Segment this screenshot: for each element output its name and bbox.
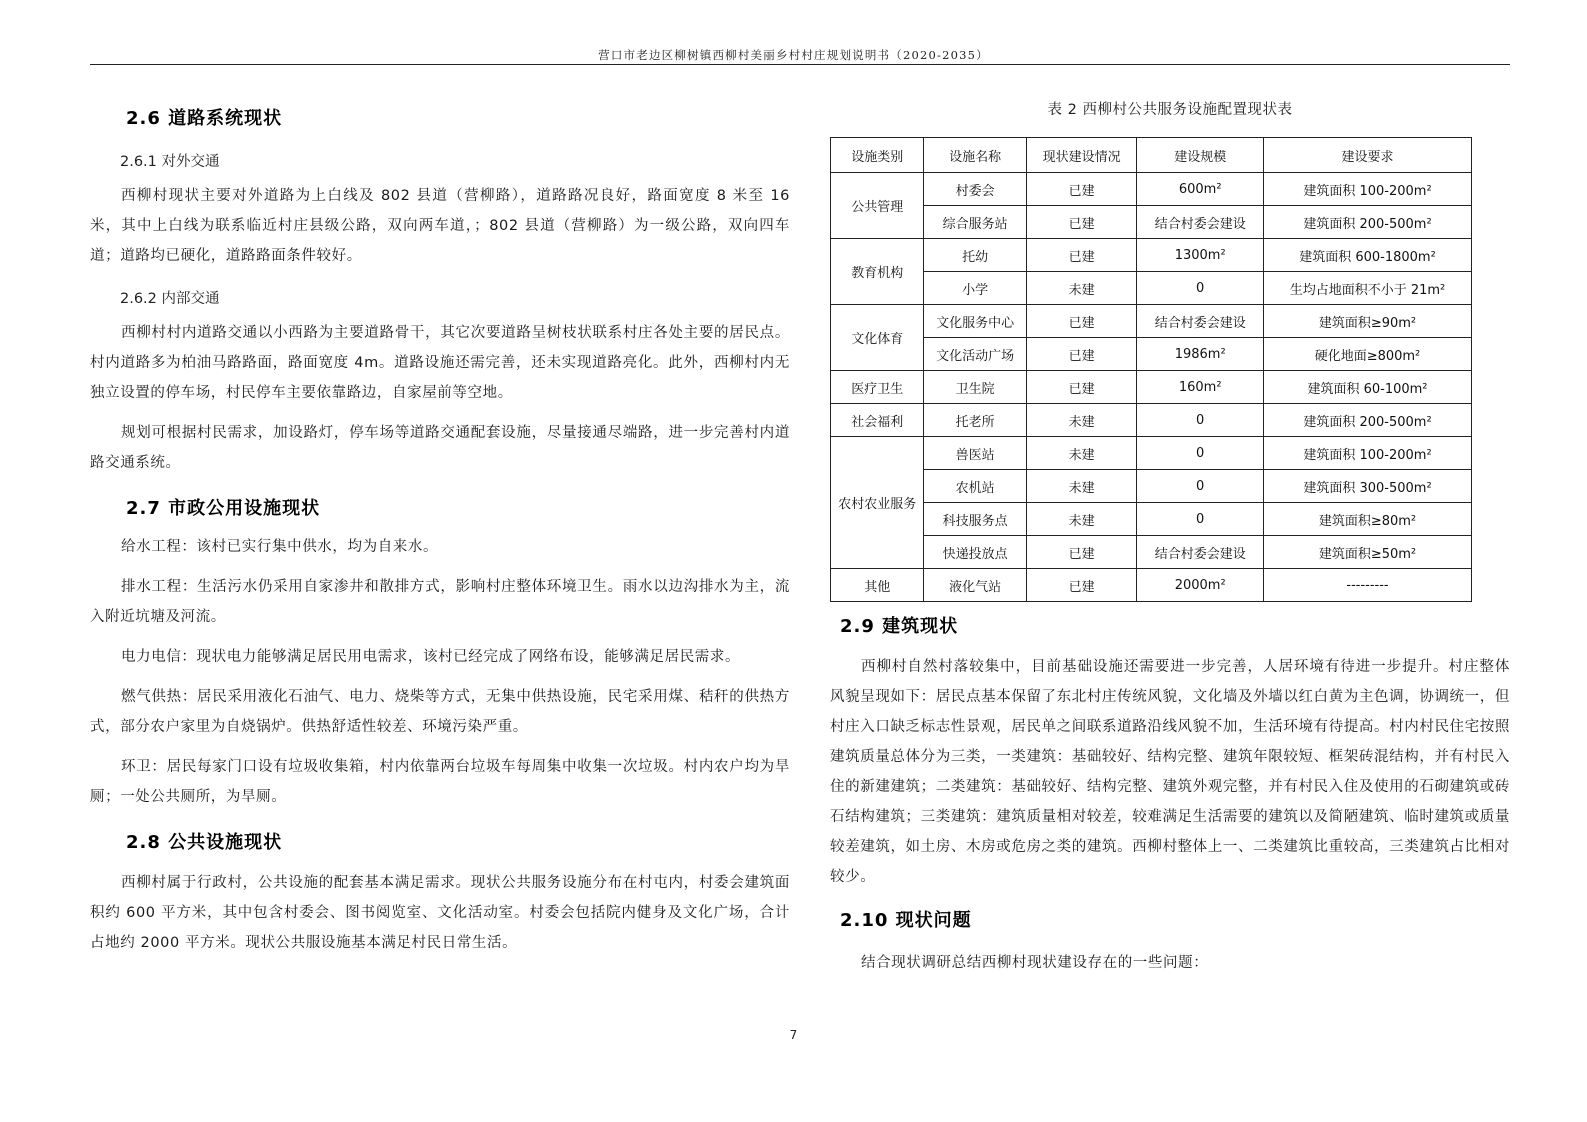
table-row (831, 206, 1472, 239)
table-row (831, 239, 1472, 272)
header-status: 现状建设情况 (1026, 138, 1137, 173)
header-scale: 建设规模 (1137, 138, 1264, 173)
right-column (830, 98, 1510, 978)
running-header: 营口市老边区柳树镇西柳村美丽乡村村庄规划说明书（2020-2035） (598, 48, 989, 62)
table-row (831, 305, 1472, 338)
cell-facility-name: 综合服务站 (924, 206, 1026, 239)
cell-facility-name: 液化气站 (924, 569, 1026, 602)
section-2-7-title: 2.7 市政公用设施现状 (126, 498, 321, 519)
cell-requirement: 硬化地面≥800m² (1263, 338, 1471, 371)
paragraph-drainage: 排水工程：生活污水仍采用自家渗井和散排方式，影响村庄整体环境卫生。雨水以边沟排水为主，流入附近坑塘及河流。 (90, 579, 790, 625)
table-row (831, 503, 1472, 536)
cell-status: 已建 (1026, 536, 1137, 569)
cell-facility-name: 文化服务中心 (924, 305, 1026, 338)
cell-category: 农村农业服务 (831, 437, 924, 569)
paragraph-road-plan: 规划可根据村民需求，加设路灯，停车场等道路交通配套设施，尽量接通尽端路，进一步完善村内道路交通系统。 (90, 425, 790, 471)
cell-requirement: 建筑面积 200-500m² (1263, 404, 1471, 437)
cell-status: 已建 (1026, 305, 1137, 338)
subsection-2-6-2-title: 2.6.2 内部交通 (120, 291, 220, 307)
cell-category: 社会福利 (831, 404, 924, 437)
paragraph-public-facilities: 西柳村属于行政村，公共设施的配套基本满足需求。现状公共服务设施分布在村屯内，村委会建筑面积约 600 平方米，其中包含村委会、图书阅览室、文化活动室。村委会包括院内健身及文化广场，合计占地约 2000 平方米。现状公共服设施基本满足村民日常生活。 (90, 875, 790, 951)
table-row (831, 536, 1472, 569)
cell-facility-name: 村委会 (924, 173, 1026, 206)
cell-requirement: 建筑面积 60-100m² (1263, 371, 1471, 404)
cell-requirement: 建筑面积 100-200m² (1263, 437, 1471, 470)
paragraph-building-status: 西柳村自然村落较集中，目前基础设施还需要进一步完善，人居环境有待进一步提升。村庄整体风貌呈现如下：居民点基本保留了东北村庄传统风貌，文化墙及外墙以红白黄为主色调，协调统一，但村庄入口缺乏标志性景观，居民单之间联系道路沿线风貌不加，生活环境有待提高。村内村民住宅按照建筑质量总体分为三类，一类建筑：基础较好、结构完整、建筑年限较短、框架砖混结构，并有村民入住的新建建筑；二类建筑：基础较好、结构完整、建筑外观完整，并有村民入住及使用的石砌建筑或砖石结构建筑；三类建筑：建筑质量相对较差，较难满足生活需要的建筑以及简陋建筑、临时建筑或质量较差建筑，如土房、木房或危房之类的建筑。西柳村整体上一、二类建筑比重较高，三类建筑占比相对较少。 (830, 659, 1510, 885)
cell-requirement: 生均占地面积不小于 21m² (1263, 272, 1471, 305)
cell-requirement: --------- (1263, 569, 1471, 602)
cell-requirement: 建筑面积 600-1800m² (1263, 239, 1471, 272)
cell-scale: 0 (1137, 404, 1264, 437)
cell-requirement: 建筑面积≥90m² (1263, 305, 1471, 338)
section-2-10-title: 2.10 现状问题 (840, 910, 972, 931)
cell-status: 未建 (1026, 272, 1137, 305)
cell-status: 已建 (1026, 206, 1137, 239)
header-category: 设施类别 (831, 138, 924, 173)
table-row (831, 470, 1472, 503)
paragraph-water-supply: 给水工程：该村已实行集中供水，均为自来水。 (121, 539, 439, 555)
paragraph-external-traffic: 西柳村现状主要对外道路为上白线及 802 县道（营柳路），道路路况良好，路面宽度 8 米至 16 米，其中上白线为联系临近村庄县级公路，双向两车道，；802 县道（营柳路）为一级公路，双向四车道；道路均已硬化，道路路面条件较好。 (90, 188, 790, 264)
cell-category: 公共管理 (831, 173, 924, 239)
cell-status: 已建 (1026, 569, 1137, 602)
subsection-2-6-1-title: 2.6.1 对外交通 (120, 154, 220, 170)
cell-scale: 结合村委会建设 (1137, 536, 1264, 569)
cell-facility-name: 兽医站 (924, 437, 1026, 470)
section-2-8-title: 2.8 公共设施现状 (126, 832, 283, 853)
cell-requirement: 建筑面积 300-500m² (1263, 470, 1471, 503)
facilities-table (830, 137, 1472, 602)
paragraph-power-telecom: 电力电信：现状电力能够满足居民用电需求，该村已经完成了网络布设，能够满足居民需求。 (121, 649, 741, 665)
cell-scale: 0 (1137, 503, 1264, 536)
cell-requirement: 建筑面积≥80m² (1263, 503, 1471, 536)
table-body (831, 173, 1472, 602)
cell-status: 已建 (1026, 371, 1137, 404)
table-row (831, 569, 1472, 602)
table-header-row (831, 138, 1472, 173)
cell-category: 其他 (831, 569, 924, 602)
page-number: 7 (789, 1028, 798, 1042)
cell-status: 未建 (1026, 404, 1137, 437)
cell-status: 未建 (1026, 437, 1137, 470)
cell-scale: 0 (1137, 272, 1264, 305)
cell-requirement: 建筑面积 200-500m² (1263, 206, 1471, 239)
table-row (831, 437, 1472, 470)
header-rule (90, 64, 1510, 65)
cell-facility-name: 托老所 (924, 404, 1026, 437)
cell-category: 医疗卫生 (831, 371, 924, 404)
cell-scale: 结合村委会建设 (1137, 206, 1264, 239)
cell-scale: 0 (1137, 470, 1264, 503)
cell-facility-name: 农机站 (924, 470, 1026, 503)
cell-status: 未建 (1026, 503, 1137, 536)
header-requirement: 建设要求 (1263, 138, 1471, 173)
table-row (831, 338, 1472, 371)
header-facility-name: 设施名称 (924, 138, 1026, 173)
section-2-6-title: 2.6 道路系统现状 (126, 108, 283, 129)
section-2-9-title: 2.9 建筑现状 (840, 616, 959, 637)
cell-requirement: 建筑面积 100-200m² (1263, 173, 1471, 206)
table-row (831, 404, 1472, 437)
cell-category: 文化体育 (831, 305, 924, 371)
cell-status: 未建 (1026, 470, 1137, 503)
paragraph-problems-intro: 结合现状调研总结西柳村现状建设存在的一些问题： (861, 955, 1209, 971)
cell-scale: 160m² (1137, 371, 1264, 404)
cell-scale: 结合村委会建设 (1137, 305, 1264, 338)
cell-scale: 2000m² (1137, 569, 1264, 602)
cell-facility-name: 卫生院 (924, 371, 1026, 404)
left-column (90, 90, 790, 958)
cell-facility-name: 科技服务点 (924, 503, 1026, 536)
table-row (831, 272, 1472, 305)
cell-scale: 600m² (1137, 173, 1264, 206)
cell-status: 已建 (1026, 338, 1137, 371)
cell-scale: 1300m² (1137, 239, 1264, 272)
cell-facility-name: 托幼 (924, 239, 1026, 272)
cell-facility-name: 小学 (924, 272, 1026, 305)
cell-facility-name: 文化活动广场 (924, 338, 1026, 371)
table-caption: 表 2 西柳村公共服务设施配置现状表 (1047, 102, 1293, 118)
table-row (831, 173, 1472, 206)
paragraph-internal-traffic: 西柳村村内道路交通以小西路为主要道路骨干，其它次要道路呈树枝状联系村庄各处主要的居民点。村内道路多为柏油马路路面，路面宽度 4m。道路设施还需完善，还未实现道路亮化。此外，西柳村内无独立设置的停车场，村民停车主要依靠路边，自家屋前等空地。 (90, 325, 790, 401)
cell-status: 已建 (1026, 239, 1137, 272)
table-row (831, 371, 1472, 404)
paragraph-gas-heating: 燃气供热：居民采用液化石油气、电力、烧柴等方式，无集中供热设施，民宅采用煤、秸秆的供热方式，部分农户家里为自烧锅炉。供热舒适性较差、环境污染严重。 (90, 689, 790, 735)
cell-status: 已建 (1026, 173, 1137, 206)
cell-scale: 0 (1137, 437, 1264, 470)
cell-category: 教育机构 (831, 239, 924, 305)
paragraph-sanitation: 环卫：居民每家门口设有垃圾收集箱，村内依靠两台垃圾车每周集中收集一次垃圾。村内农户均为旱厕；一处公共厕所，为旱厕。 (90, 759, 790, 805)
cell-requirement: 建筑面积≥50m² (1263, 536, 1471, 569)
cell-scale: 1986m² (1137, 338, 1264, 371)
cell-facility-name: 快递投放点 (924, 536, 1026, 569)
